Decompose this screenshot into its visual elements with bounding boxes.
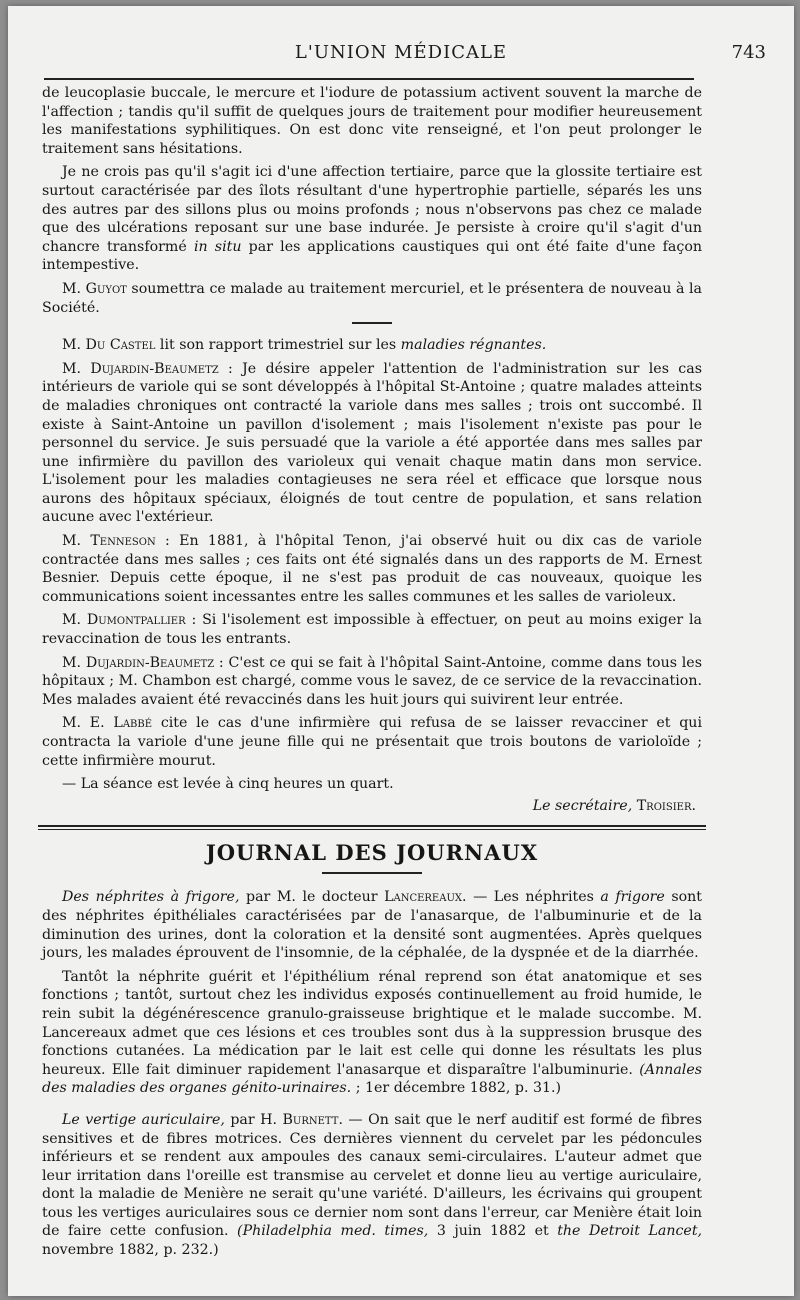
speaker-name: M. Guyot (62, 280, 127, 297)
title-rule (322, 872, 422, 874)
paragraph: de leucoplasie buccale, le mercure et l'iodure de potassium activent souvent la marche de l'affection ; tandis qu'il suffit de quelques jours de traitement pour modifier heureusement les manifestations syphilitiques. On est donc vite renseigné, et l'on peut prolonger le traitement sans hésitations. (42, 85, 702, 157)
paragraph: — La séance est levée à cinq heures un quart. (62, 776, 394, 793)
header-rule (44, 78, 694, 80)
speaker-name: M. Du Castel (62, 337, 156, 354)
journal-entry: Le vertige auriculaire, par H. Burnett. — On sait que le nerf auditif est formé de fibres sensitives et de fibres motrices. Ces dernières viennent du cervelet par les pédoncules inférieurs et se rendent aux ampoules des canaux semi-circulaires. L'auteur admet que leur irritation dans l'oreille est transmise au cervelet et donne lieu au vertige auriculaire, dont la maladie de Menière ne serait qu'une variété. D'ailleurs, les écrivains qui groupent tous les vertiges auriculaires sous ce dernier nom sont dans l'erreur, car Menière était loin de faire cette confusion. (Philadelphia med. times, 3 juin 1882 et the Detroit Lancet, novembre 1882, p. 232.) (42, 1111, 703, 1259)
entry-reference: (Annales des maladies des organes génito-urinaires. (42, 1061, 702, 1097)
article-body (42, 84, 702, 1265)
page-number: 743 (731, 42, 766, 63)
speaker-name: M. E. Labbé (62, 715, 153, 732)
page-header (8, 42, 794, 72)
document-page (8, 6, 794, 1296)
paragraph: M. Dujardin-Beaumetz : C'est ce qui se fait à l'hôpital Saint-Antoine, comme dans tous les hôpitaux ; M. Chambon est chargé, comme vous le savez, de ce service de la revaccination. Mes malades avaient été revaccinés dans les huit jours qui suivirent leur entrée. (42, 654, 702, 708)
speaker-name: M. Dumontpallier : (62, 612, 197, 629)
entry-author: Lancereaux. (384, 889, 467, 906)
entry-author: Burnett. (282, 1111, 343, 1128)
entry-reference: (Philadelphia med. times, (237, 1223, 429, 1240)
running-title: L'UNION MÉDICALE (294, 42, 508, 63)
section-title: JOURNAL DES JOURNAUX (205, 840, 539, 866)
paragraph: M. Tenneson : En 1881, à l'hôpital Tenon, j'ai observé huit ou dix cas de variole contractée dans mes salles ; ces faits ont été signalés dans un des rapports de M. Ernest Besnier. Depuis cette époque, il ne s'est pas produit de cas nouveaux, quoique les communications soient incessantes entre les salles communes et les salles de varioleux. (42, 533, 702, 605)
paragraph: M. Guyot soumettra ce malade au traitement mercuriel, et le présentera de nouveau à la Société. (42, 280, 702, 316)
paragraph: M. Dujardin-Beaumetz : Je désire appeler l'attention de l'administration sur les cas intérieurs de variole qui se sont développés à l'hôpital St-Antoine ; quatre malades atteints de maladies chroniques ont contracté la variole dans mes salles ; trois ont succombé. Il existe à Saint-Antoine un pavillon d'isolement ; mais l'isolement n'existe pas pour le personnel du service. Je suis persuadé que la variole a été apportée dans mes salles par une infirmière du pavillon des varioleux qui venait chaque matin dans mon service. L'isolement pour les maladies contagieuses ne sera réel et efficace que lorsque nous aurons des hôpitaux spéciaux, éloignés de tout centre de population, et sans relation aucune avec l'extérieur. (42, 360, 702, 526)
paragraph: M. Dumontpallier : Si l'isolement est impossible à effectuer, on peut au moins exiger la revaccination de tous les entrants. (42, 612, 702, 648)
section-divider (38, 825, 706, 830)
paragraph: M. Du Castel lit son rapport trimestriel sur les maladies régnantes. (62, 337, 547, 354)
entry-title: Le vertige auriculaire, (62, 1111, 225, 1128)
journal-entry: Des néphrites à frigore, par M. le docteur Lancereaux. — Les néphrites a frigore sont des néphrites épithéliales caractérisées par de l'anasarque, de l'albuminurie et de la diminution des urines, dont la coloration et la densité sont augmentées. Après quelques jours, les malades éprouvent de l'insomnie, de la céphalée, de la dyspnée et de la diarrhée. (42, 889, 703, 962)
paragraph: Je ne crois pas qu'il s'agit ici d'une affection tertiaire, parce que la glossite tertiaire est surtout caractérisée par des îlots résultant d'une hypertrophie partielle, séparés les uns des autres par des sillons plus ou moins profonds ; nous n'observons pas chez ce malade que des ulcérations reposant sur une base indurée. Je persiste à croire qu'il s'agit d'un chancre transformé in situ par les applications caustiques qui ont été faite d'une façon intempestive. (42, 164, 702, 274)
signature: Le secrétaire, Troisier. (532, 797, 696, 814)
paragraph: Tantôt la néphrite guérit et l'épithélium rénal reprend son état anatomique et ses fonctions ; tantôt, surtout chez les individus exposés continuellement au froid humide, le rein subit la dégénérescence granulo-graisseuse brightique et le malade succombe. M. Lancereaux admet que ces lésions et ces troubles sont dus à la suppression brusque des fonctions cutanées. La médication par le lait est celle qui donne les résultats les plus heureux. Elle fait diminuer rapidement l'anasarque et disparaître l'albuminurie. (Annales des maladies des organes génito-urinaires. ; 1er décembre 1882, p. 31.) (42, 968, 702, 1097)
speaker-name: M. Dujardin-Beaumetz : (62, 654, 224, 671)
speaker-name: M. Tenneson : (62, 533, 170, 550)
speaker-name: M. Dujardin-Beaumetz : (62, 360, 233, 377)
separator-rule (352, 322, 392, 324)
paragraph: M. E. Labbé cite le cas d'une infirmière qui refusa de se laisser revacciner et qui contracta la variole d'une jeune fille qui ne présentait que trois boutons de varioloïde ; cette infirmière mourut. (42, 715, 702, 769)
entry-title: Des néphrites à frigore, (62, 889, 240, 906)
